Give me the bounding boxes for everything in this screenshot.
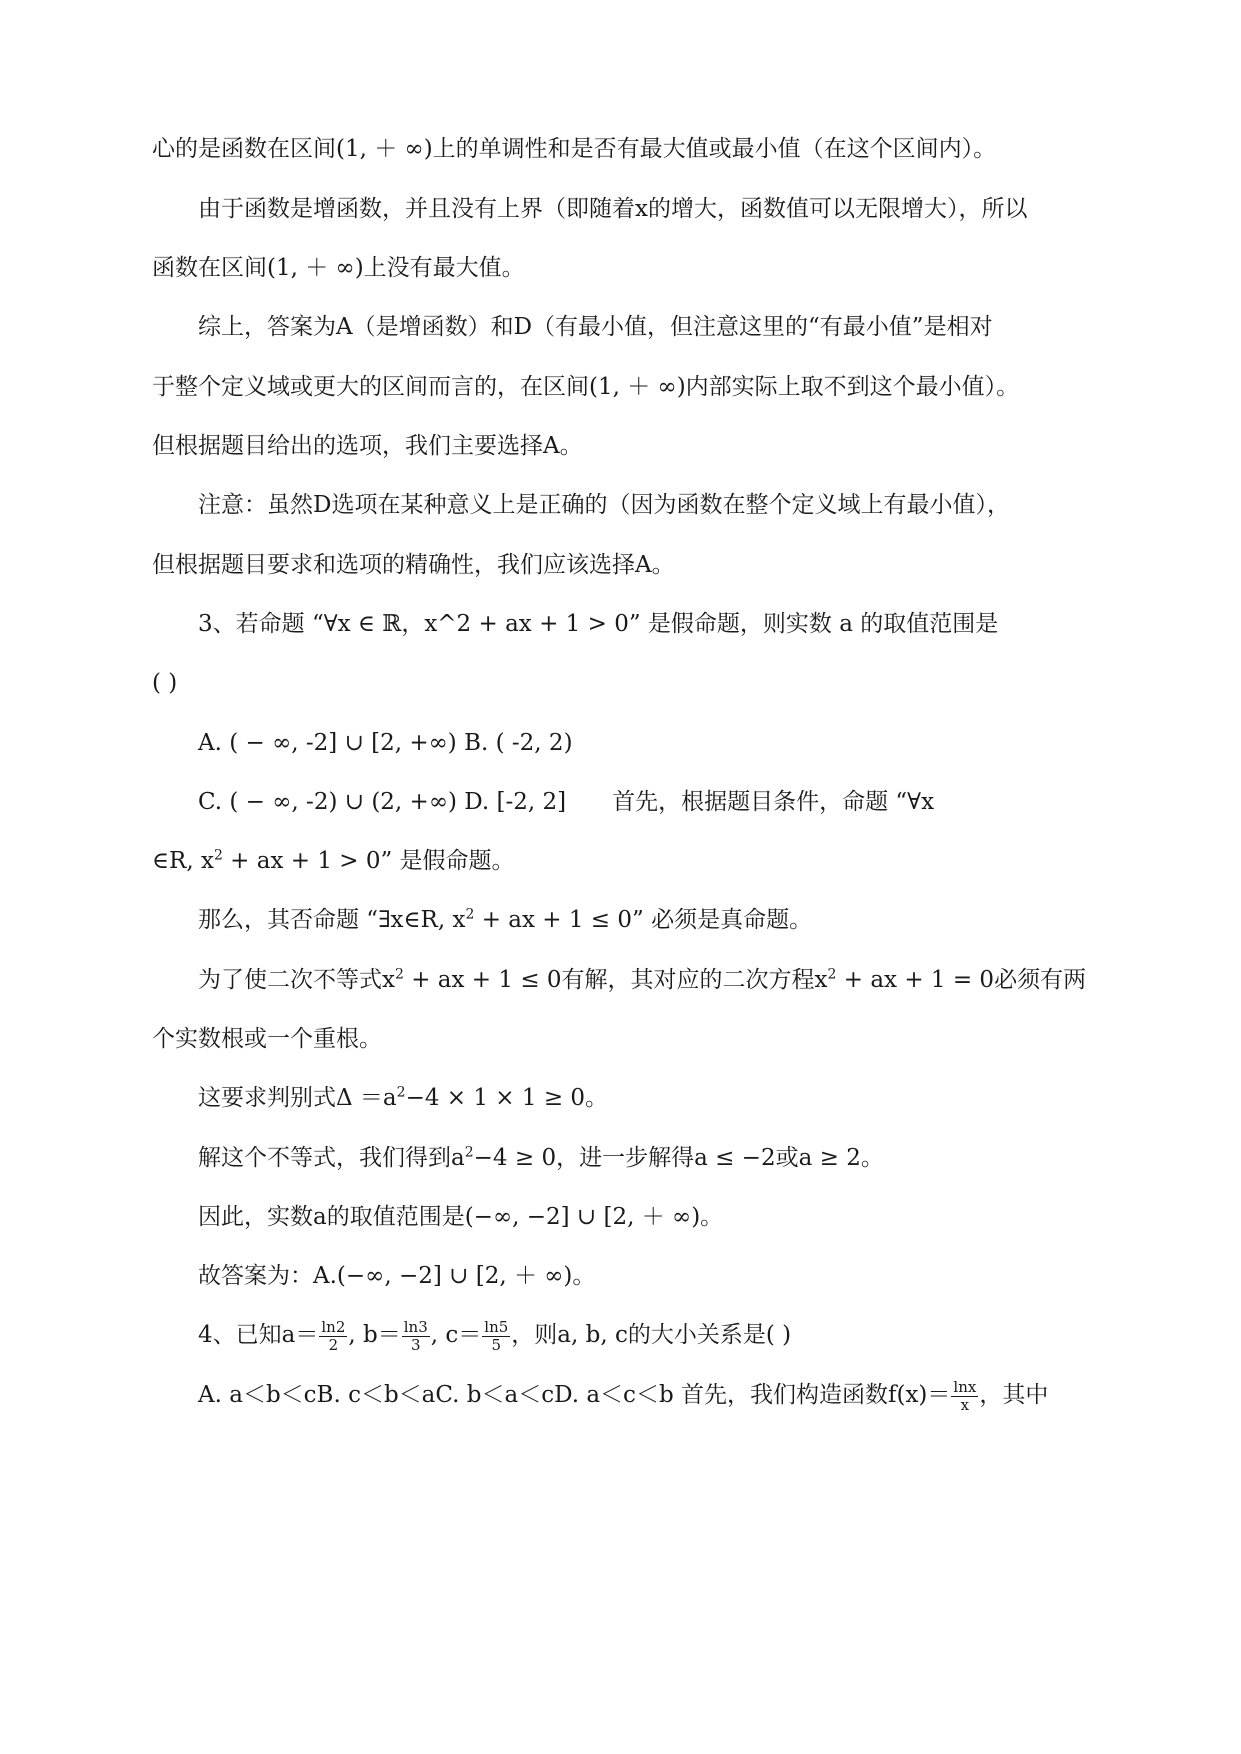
- text-line: 函数在区间(1, ＋ ∞)上没有最大值。: [152, 255, 525, 281]
- question-4-stem: [198, 1318, 791, 1354]
- fraction-numerator: lnx: [953, 1377, 977, 1396]
- fraction-denominator: x: [960, 1395, 970, 1414]
- text-segment: −4 × 1 × 1 ≥ 0。: [405, 1085, 609, 1111]
- fraction-denominator: 3: [410, 1335, 421, 1354]
- exponent: 2: [464, 1144, 474, 1161]
- fraction-a: [319, 1319, 347, 1354]
- text-line: 因此，实数a的取值范围是(−∞, −2] ∪ [2, ＋ ∞)。: [198, 1204, 724, 1230]
- text-segment: 4、已知a＝: [198, 1322, 319, 1348]
- exponent: 2: [465, 906, 475, 923]
- text-segment: 那么，其否命题 “∃x∈R, x: [198, 907, 466, 933]
- text-segment: + ax + 1 > 0” 是假命题。: [222, 848, 515, 874]
- text-segment: + ax + 1 = 0必须有两: [836, 967, 1087, 993]
- fraction-numerator: ln5: [484, 1317, 509, 1336]
- fraction-c: [482, 1319, 510, 1354]
- text-line: [198, 963, 1086, 997]
- fraction-denominator: 5: [491, 1335, 502, 1354]
- answer-bracket: ( ): [152, 670, 178, 696]
- text-segment: , c＝: [430, 1322, 482, 1348]
- text-line: [152, 844, 515, 878]
- text-segment: −4 ≥ 0，进一步解得a ≤ −2或a ≥ 2。: [473, 1145, 884, 1171]
- exponent: 2: [827, 966, 837, 983]
- question-3-stem: 3、若命题 “∀x ∈ ℝ，x^2 + ax + 1 > 0” 是假命题，则实数 a 的取值范围是: [198, 611, 999, 637]
- text-line: 个实数根或一个重根。: [152, 1026, 382, 1052]
- exponent: 2: [213, 847, 223, 864]
- text-segment: A. a＜b＜cB. c＜b＜aC. b＜a＜cD. a＜c＜b 首先，我们构造函数f(x)＝: [198, 1382, 951, 1408]
- text-segment: + ax + 1 ≤ 0有解，其对应的二次方程x: [403, 967, 828, 993]
- exponent: 2: [396, 1084, 406, 1101]
- text-line: [198, 1141, 884, 1175]
- text-line: [198, 903, 812, 937]
- text-line: 注意：虽然D选项在某种意义上是正确的（因为函数在整个定义域上有最小值），: [198, 492, 1010, 518]
- fraction-numerator: ln2: [321, 1317, 346, 1336]
- fraction-f: [951, 1379, 978, 1414]
- text-segment: 为了使二次不等式x: [198, 967, 395, 993]
- fraction-denominator: 2: [328, 1335, 339, 1354]
- text-line: 但根据题目给出的选项，我们主要选择A。: [152, 433, 583, 459]
- text-line: 由于函数是增函数，并且没有上界（即随着x的增大，函数值可以无限增大），所以: [198, 196, 1028, 222]
- text-segment: + ax + 1 ≤ 0” 必须是真命题。: [474, 907, 813, 933]
- exponent: 2: [394, 966, 404, 983]
- options-cd: C. ( − ∞, -2) ∪ (2, +∞) D. [-2, 2] 首先，根据题目条件，命题 “∀x: [198, 789, 935, 815]
- text-segment: ∈R, x: [152, 848, 214, 874]
- text-segment: 解这个不等式，我们得到a: [198, 1145, 465, 1171]
- text-segment: ，则a, b, c的大小关系是( ): [511, 1322, 792, 1348]
- text-segment: ，其中: [979, 1382, 1049, 1408]
- options-ab: A. ( − ∞, -2] ∪ [2, +∞) B. ( -2, 2): [198, 730, 573, 756]
- question-4-options: [198, 1378, 1048, 1414]
- text-line: 故答案为：A.(−∞, −2] ∪ [2, ＋ ∞)。: [198, 1263, 596, 1289]
- text-line: 心的是函数在区间(1, ＋ ∞)上的单调性和是否有最大值或最小值（在这个区间内）。: [152, 136, 997, 162]
- text-line: 综上，答案为A（是增函数）和D（有最小值，但注意这里的“有最小值”是相对: [198, 314, 993, 340]
- text-line: 但根据题目要求和选项的精确性，我们应该选择A。: [152, 552, 675, 578]
- text-line: 于整个定义域或更大的区间而言的，在区间(1, ＋ ∞)内部实际上取不到这个最小值）。: [152, 374, 1020, 400]
- text-segment: 这要求判别式Δ ＝a: [198, 1085, 397, 1111]
- fraction-numerator: ln3: [403, 1317, 428, 1336]
- text-segment: , b＝: [348, 1322, 401, 1348]
- text-line: [198, 1081, 608, 1115]
- fraction-b: [402, 1319, 430, 1354]
